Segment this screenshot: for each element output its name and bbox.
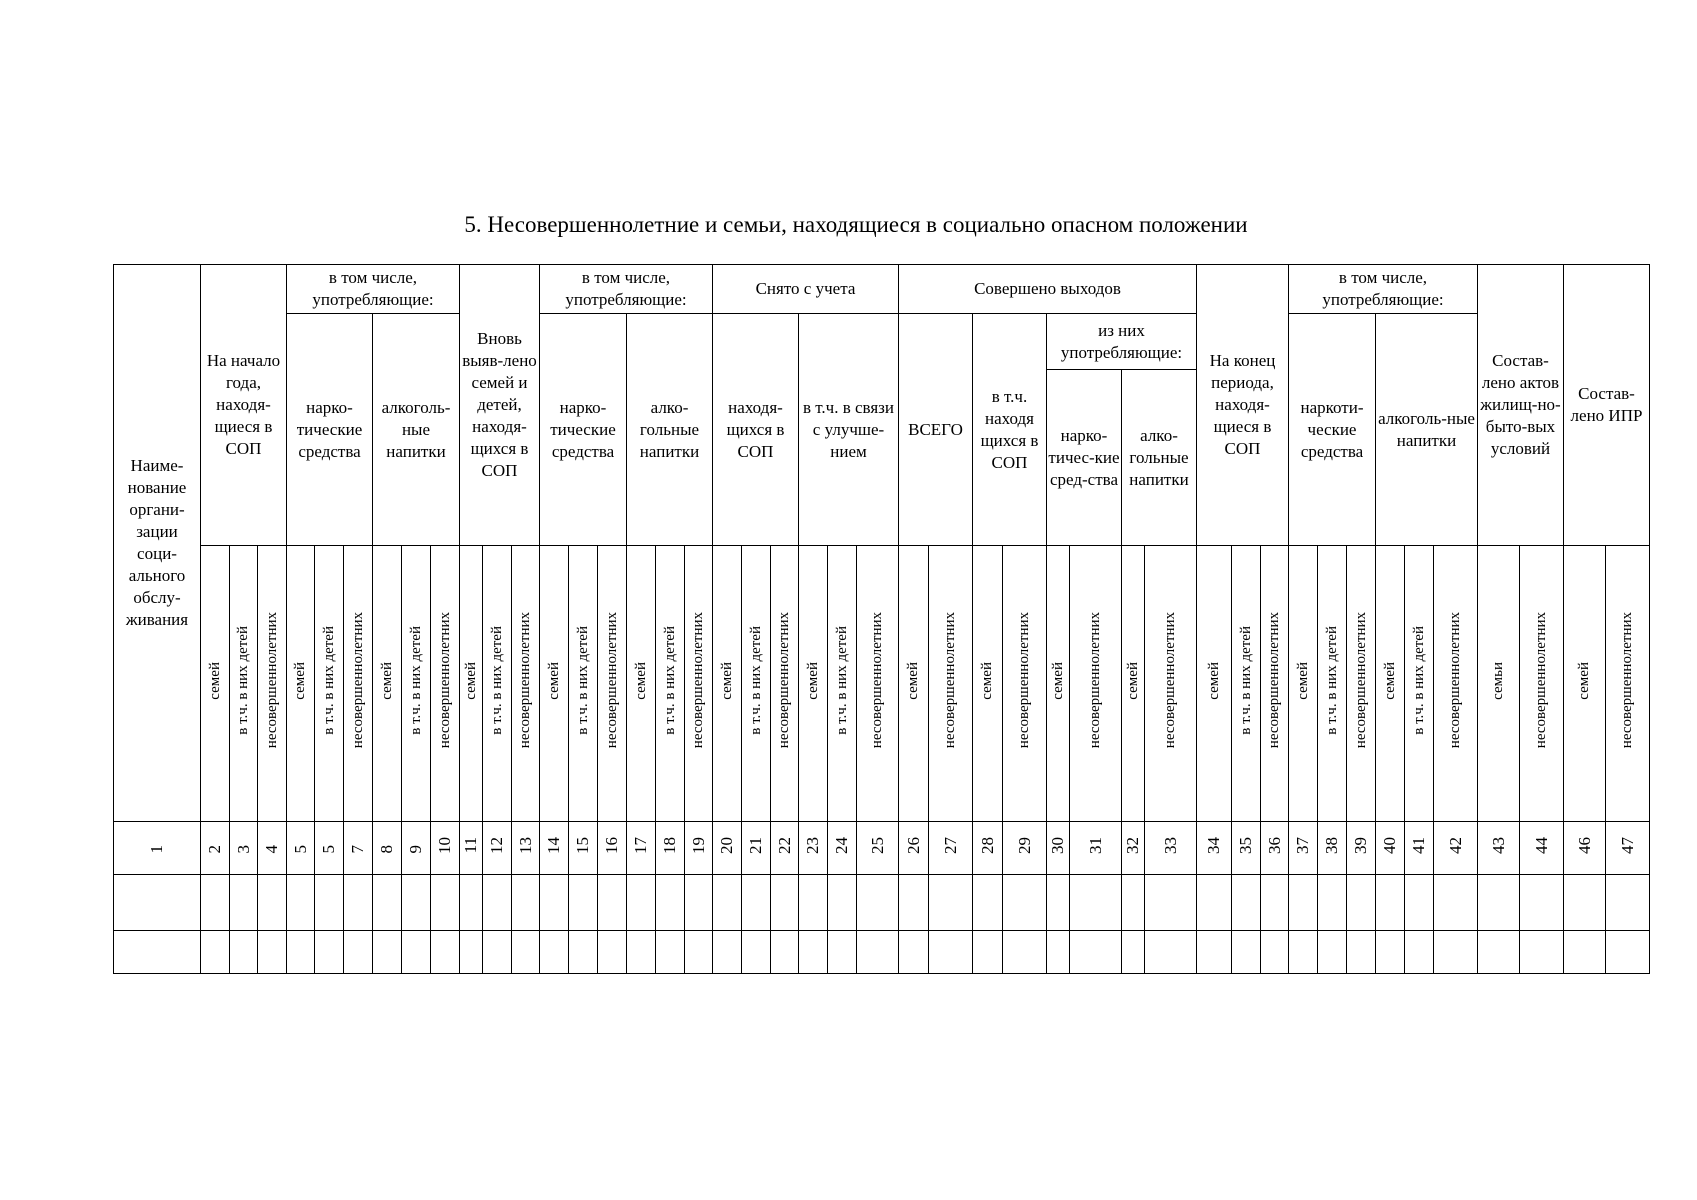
column-number-cell: 4 <box>258 822 287 875</box>
header-visits-drugs: нарко-тичес-кие сред-ства <box>1047 370 1122 546</box>
table-cell[interactable] <box>315 875 344 931</box>
subheader-cell: несовершеннолетних <box>929 546 973 822</box>
column-number-cell: 25 <box>857 822 899 875</box>
table-cell[interactable] <box>899 875 929 931</box>
column-number-cell: 16 <box>598 822 627 875</box>
table-row[interactable] <box>114 875 1650 931</box>
column-number-cell: 22 <box>771 822 799 875</box>
header-incl-using-2: в том числе, употребляющие: <box>540 265 713 314</box>
header-end-period: На конец периода, находя-щиеся в СОП <box>1197 265 1289 546</box>
subheader-cell: семей <box>287 546 315 822</box>
column-number-cell: 24 <box>828 822 857 875</box>
header-visits: Совершено выходов <box>899 265 1197 314</box>
column-number-cell: 12 <box>483 822 512 875</box>
subheader-cell: несовершеннолетних <box>1606 546 1650 822</box>
table-cell[interactable] <box>1197 875 1232 931</box>
column-number-cell: 18 <box>656 822 685 875</box>
header-visits-of-them-group <box>1047 314 1197 546</box>
column-number-cell: 15 <box>569 822 598 875</box>
subheader-cell: несовершеннолетних <box>1003 546 1047 822</box>
table-cell[interactable] <box>1047 931 1070 974</box>
table-cell[interactable] <box>713 875 742 931</box>
table-cell[interactable] <box>929 875 973 931</box>
table-cell[interactable] <box>540 931 569 974</box>
table-cell[interactable] <box>1434 875 1478 931</box>
table-cell[interactable] <box>1606 875 1650 931</box>
header-visits-alcohol: алко-гольные напитки <box>1129 425 1189 489</box>
table-cell[interactable] <box>114 875 201 931</box>
table-cell[interactable] <box>402 931 431 974</box>
table-cell[interactable] <box>431 875 460 931</box>
table-cell[interactable] <box>1261 875 1289 931</box>
column-number-cell: 38 <box>1318 822 1347 875</box>
subheader-cell: несовершеннолетних <box>1347 546 1376 822</box>
table-cell[interactable] <box>315 931 344 974</box>
column-number-cell: 31 <box>1070 822 1122 875</box>
header-alcohol-3: алкоголь-ные напитки <box>1376 314 1478 546</box>
subheader-cell: в т.ч. в них детей <box>402 546 431 822</box>
table-cell[interactable] <box>258 931 287 974</box>
header-drugs-1: нарко-тические средства <box>287 314 373 546</box>
header-alcohol-2: алко-гольные напитки <box>627 314 713 546</box>
table-cell[interactable] <box>929 931 973 974</box>
subheader-cell: несовершеннолетних <box>1434 546 1478 822</box>
table-cell[interactable] <box>483 931 512 974</box>
table-cell[interactable] <box>1122 931 1145 974</box>
table-cell[interactable] <box>1047 875 1070 931</box>
column-number-cell: 47 <box>1606 822 1650 875</box>
table-cell[interactable] <box>114 931 201 974</box>
table-cell[interactable] <box>201 931 230 974</box>
header-visits-in-sop: в т.ч. находя щихся в СОП <box>973 314 1047 546</box>
table-cell[interactable] <box>656 875 685 931</box>
subheader-cell: семей <box>627 546 656 822</box>
table-cell[interactable] <box>1564 875 1606 931</box>
table-cell[interactable] <box>1318 931 1347 974</box>
table-cell[interactable] <box>828 875 857 931</box>
page-title: 5. Несовершеннолетние и семьи, находящиеся в социально опасном положении <box>464 212 1248 237</box>
table-cell[interactable] <box>1145 931 1197 974</box>
table-cell[interactable] <box>483 875 512 931</box>
table-cell[interactable] <box>1564 931 1606 974</box>
table-cell[interactable] <box>857 931 899 974</box>
header-start-year: На начало года, находя-щиеся в СОП <box>201 265 287 546</box>
table-row[interactable] <box>114 931 1650 974</box>
table-cell[interactable] <box>373 931 402 974</box>
subheader-cell: несовершеннолетних <box>685 546 713 822</box>
column-number-cell: 28 <box>973 822 1003 875</box>
column-number-cell: 21 <box>742 822 771 875</box>
table-cell[interactable] <box>598 931 627 974</box>
column-number-cell: 8 <box>373 822 402 875</box>
column-number-cell: 36 <box>1261 822 1289 875</box>
table-cell[interactable] <box>201 875 230 931</box>
table-cell[interactable] <box>1232 875 1261 931</box>
header-incl-using-3: в том числе, употребляющие: <box>1289 265 1478 314</box>
column-number-cell: 41 <box>1405 822 1434 875</box>
subheader-cell: в т.ч. в них детей <box>742 546 771 822</box>
header-new-found: Вновь выяв-лено семей и детей, находя-щихся в СОП <box>460 265 540 546</box>
subheader-row <box>114 546 1650 822</box>
column-number-cell: 20 <box>713 822 742 875</box>
table-cell[interactable] <box>771 875 799 931</box>
table-cell[interactable] <box>1122 875 1145 931</box>
table-cell[interactable] <box>569 931 598 974</box>
header-removed: Снято с учета <box>713 265 899 314</box>
table-cell[interactable] <box>1232 931 1261 974</box>
table-cell[interactable] <box>1070 875 1122 931</box>
table-cell[interactable] <box>857 875 899 931</box>
subheader-cell: семей <box>1197 546 1232 822</box>
column-number-row <box>114 822 1650 875</box>
subheader-cell: несовершеннолетних <box>258 546 287 822</box>
header-drugs-3: наркоти-ческие средства <box>1289 314 1376 546</box>
column-number-cell: 17 <box>627 822 656 875</box>
subheader-cell: несовершеннолетних <box>1520 546 1564 822</box>
table-cell[interactable] <box>460 931 483 974</box>
table-cell[interactable] <box>742 931 771 974</box>
table-cell[interactable] <box>1347 931 1376 974</box>
header-incl-using-1: в том числе, употребляющие: <box>287 265 460 314</box>
subheader-cell: семей <box>1047 546 1070 822</box>
subheader-cell: в т.ч. в них детей <box>1405 546 1434 822</box>
column-number-cell: 11 <box>460 822 483 875</box>
column-number-cell: 3 <box>230 822 258 875</box>
table-cell[interactable] <box>742 875 771 931</box>
column-number-cell: 32 <box>1122 822 1145 875</box>
report-table <box>113 264 1650 974</box>
table-cell[interactable] <box>1347 875 1376 931</box>
table-cell[interactable] <box>1405 931 1434 974</box>
column-number-cell: 39 <box>1347 822 1376 875</box>
table-cell[interactable] <box>344 875 373 931</box>
column-number-cell: 14 <box>540 822 569 875</box>
table-cell[interactable] <box>1376 931 1405 974</box>
header-removed-in-sop: находя-щихся в СОП <box>713 314 799 546</box>
table-cell[interactable] <box>685 875 713 931</box>
header-removed-improve: в т.ч. в связи с улучше-нием <box>799 314 899 546</box>
subheader-cell: семей <box>201 546 230 822</box>
subheader-cell: семей <box>373 546 402 822</box>
column-number-cell: 43 <box>1478 822 1520 875</box>
subheader-cell: несовершеннолетних <box>1145 546 1197 822</box>
column-number-cell: 10 <box>431 822 460 875</box>
table-cell[interactable] <box>287 931 315 974</box>
table-cell[interactable] <box>373 875 402 931</box>
header-ipr: Состав-лено ИПР <box>1564 265 1650 546</box>
subheader-cell: в т.ч. в них детей <box>230 546 258 822</box>
subheader-cell: семей <box>1376 546 1405 822</box>
table-cell[interactable] <box>1478 875 1520 931</box>
column-number-cell: 40 <box>1376 822 1405 875</box>
column-number-cell: 37 <box>1289 822 1318 875</box>
table-cell[interactable] <box>799 875 828 931</box>
subheader-cell: семей <box>1122 546 1145 822</box>
header-org-name: Наиме-нование органи-зации соци-ального обслу-живания <box>114 265 201 822</box>
subheader-cell: семей <box>713 546 742 822</box>
column-number-cell: 42 <box>1434 822 1478 875</box>
table-cell[interactable] <box>1289 931 1318 974</box>
column-number-cell: 9 <box>402 822 431 875</box>
subheader-cell: семьи <box>1478 546 1520 822</box>
subheader-cell: в т.ч. в них детей <box>315 546 344 822</box>
column-number-cell: 5 <box>315 822 344 875</box>
table-cell[interactable] <box>828 931 857 974</box>
column-number-cell: 2 <box>201 822 230 875</box>
table-cell[interactable] <box>1606 931 1650 974</box>
table-cell[interactable] <box>230 875 258 931</box>
subheader-cell: семей <box>899 546 929 822</box>
header-alcohol-1: алкоголь-ные напитки <box>373 314 460 546</box>
table-cell[interactable] <box>1434 931 1478 974</box>
table-cell[interactable] <box>1289 875 1318 931</box>
table-cell[interactable] <box>402 875 431 931</box>
subheader-cell: в т.ч. в них детей <box>828 546 857 822</box>
subheader-cell: несовершеннолетних <box>598 546 627 822</box>
column-number-cell: 26 <box>899 822 929 875</box>
table-cell[interactable] <box>344 931 373 974</box>
column-number-cell: 13 <box>512 822 540 875</box>
subheader-cell: несовершеннолетних <box>431 546 460 822</box>
table-cell[interactable] <box>799 931 828 974</box>
table-cell[interactable] <box>431 931 460 974</box>
table-cell[interactable] <box>1261 931 1289 974</box>
column-number-cell: 19 <box>685 822 713 875</box>
subheader-cell: семей <box>973 546 1003 822</box>
subheader-cell: несовершеннолетних <box>771 546 799 822</box>
subheader-cell: несовершеннолетних <box>1070 546 1122 822</box>
table-cell[interactable] <box>1405 875 1434 931</box>
column-number-cell: 5 <box>287 822 315 875</box>
subheader-cell: семей <box>460 546 483 822</box>
subheader-cell: несовершеннолетних <box>512 546 540 822</box>
subheader-cell: в т.ч. в них детей <box>569 546 598 822</box>
column-number-cell: 27 <box>929 822 973 875</box>
subheader-cell: несовершеннолетних <box>857 546 899 822</box>
table-cell[interactable] <box>460 875 483 931</box>
header-visits-of-them: из них употребляющие: <box>1047 314 1196 370</box>
column-number-cell: 1 <box>114 822 201 875</box>
column-number-cell: 7 <box>344 822 373 875</box>
table-cell[interactable] <box>1478 931 1520 974</box>
table-cell[interactable] <box>899 931 929 974</box>
subheader-cell: семей <box>1564 546 1606 822</box>
header-acts: Состав-лено актов жилищ-но-быто-вых условий <box>1478 265 1564 546</box>
column-number-cell: 34 <box>1197 822 1232 875</box>
subheader-cell: семей <box>1289 546 1318 822</box>
column-number-cell: 23 <box>799 822 828 875</box>
table-cell[interactable] <box>973 931 1003 974</box>
table-cell[interactable] <box>569 875 598 931</box>
subheader-cell: семей <box>540 546 569 822</box>
column-number-cell: 33 <box>1145 822 1197 875</box>
table-cell[interactable] <box>512 875 540 931</box>
table-cell[interactable] <box>287 875 315 931</box>
table-cell[interactable] <box>1376 875 1405 931</box>
table-cell[interactable] <box>598 875 627 931</box>
table-cell[interactable] <box>685 931 713 974</box>
table-cell[interactable] <box>1070 931 1122 974</box>
table-cell[interactable] <box>540 875 569 931</box>
table-cell[interactable] <box>1003 931 1047 974</box>
subheader-cell: в т.ч. в них детей <box>656 546 685 822</box>
table-cell[interactable] <box>771 931 799 974</box>
header-visits-total: ВСЕГО <box>899 314 973 546</box>
table-cell[interactable] <box>973 875 1003 931</box>
table-cell[interactable] <box>627 931 656 974</box>
table-cell[interactable] <box>230 931 258 974</box>
table-cell[interactable] <box>656 931 685 974</box>
table-cell[interactable] <box>1197 931 1232 974</box>
subheader-cell: несовершеннолетних <box>1261 546 1289 822</box>
column-number-cell: 44 <box>1520 822 1564 875</box>
table-cell[interactable] <box>627 875 656 931</box>
table-cell[interactable] <box>1145 875 1197 931</box>
table-cell[interactable] <box>258 875 287 931</box>
column-number-cell: 30 <box>1047 822 1070 875</box>
table-cell[interactable] <box>512 931 540 974</box>
subheader-cell: несовершеннолетних <box>344 546 373 822</box>
table-cell[interactable] <box>1003 875 1047 931</box>
table-cell[interactable] <box>1520 931 1564 974</box>
header-drugs-2: нарко-тические средства <box>540 314 627 546</box>
table-cell[interactable] <box>713 931 742 974</box>
subheader-cell: семей <box>799 546 828 822</box>
column-number-cell: 35 <box>1232 822 1261 875</box>
subheader-cell: в т.ч. в них детей <box>483 546 512 822</box>
table-cell[interactable] <box>1318 875 1347 931</box>
subheader-cell: в т.ч. в них детей <box>1318 546 1347 822</box>
table-cell[interactable] <box>1520 875 1564 931</box>
column-number-cell: 46 <box>1564 822 1606 875</box>
subheader-cell: в т.ч. в них детей <box>1232 546 1261 822</box>
column-number-cell: 29 <box>1003 822 1047 875</box>
